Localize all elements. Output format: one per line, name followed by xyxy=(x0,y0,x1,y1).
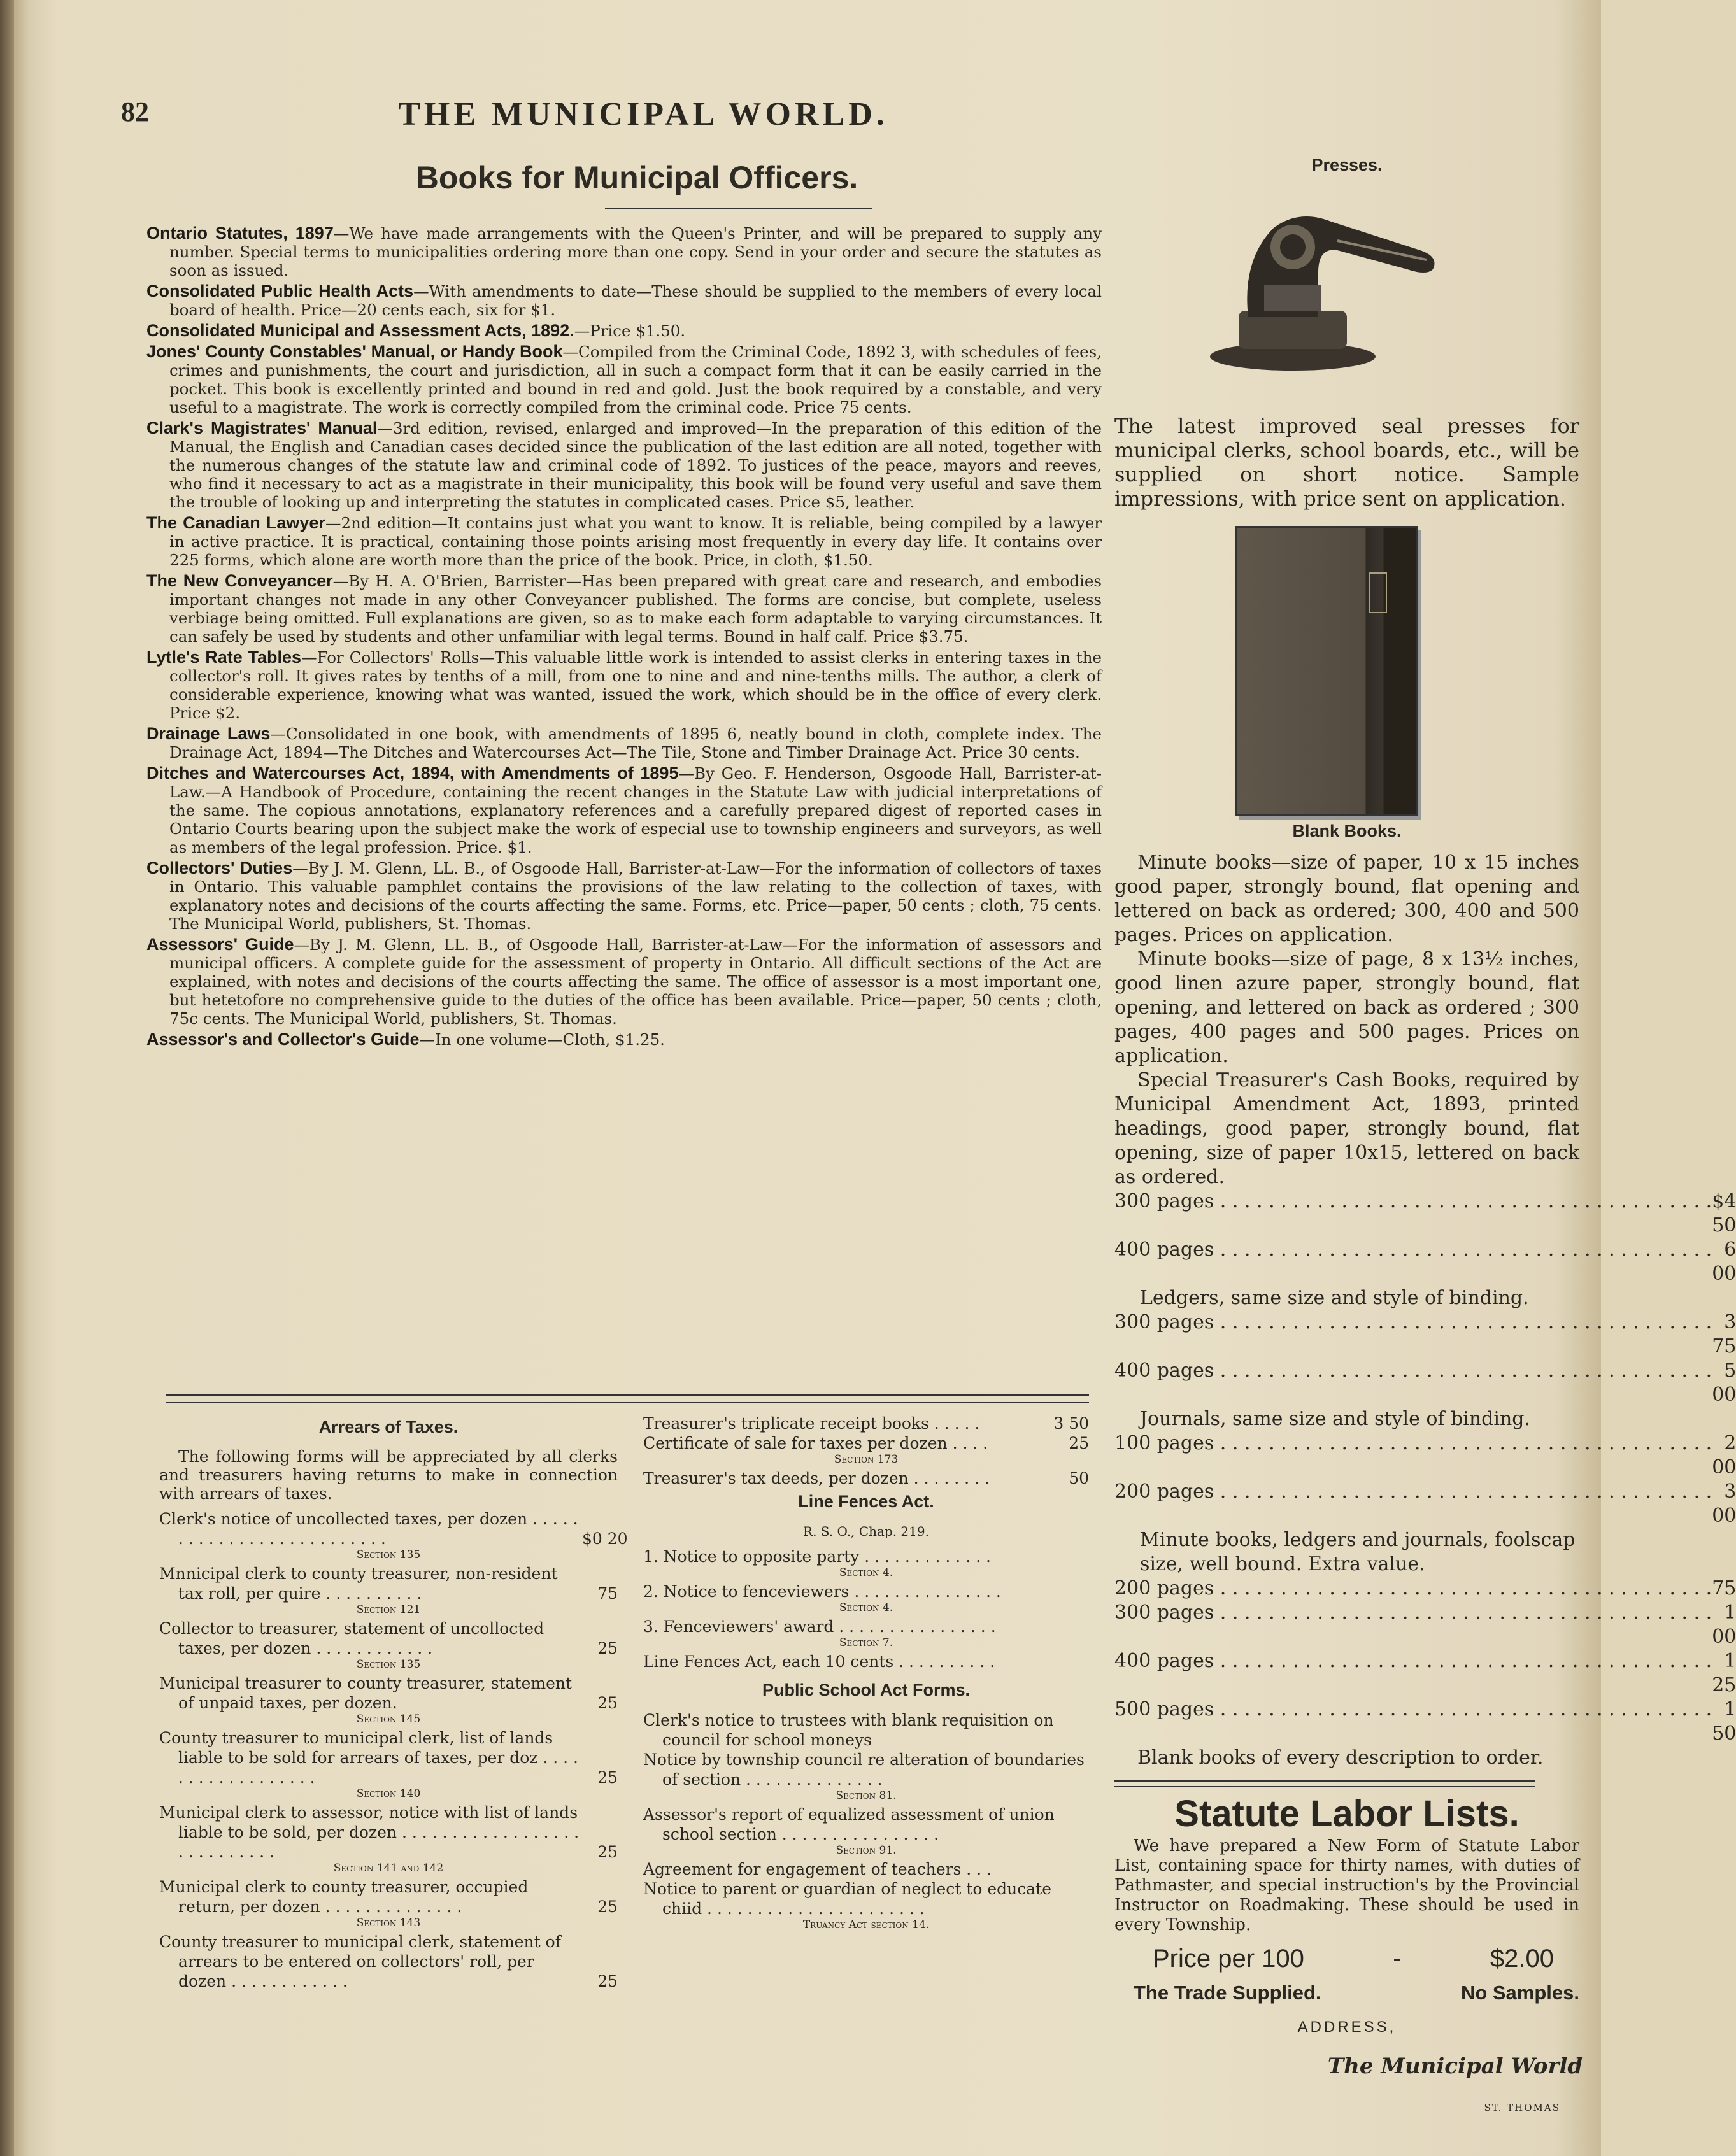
title-rule xyxy=(605,208,872,209)
entry-name: Clark's Magistrates' Manual xyxy=(146,418,378,437)
entry-name: Assessors' Guide xyxy=(146,935,294,954)
form-item xyxy=(643,1617,1089,1636)
entry-text: —With amendments to date—These should be supplied to the members of every local board of health. Price—20 cents each, six for $1. xyxy=(169,282,1102,319)
section-reference: Truancy Act section 14. xyxy=(802,1918,930,1931)
entry-name: Ontario Statutes, 1897 xyxy=(146,223,334,243)
no-samples: No Samples. xyxy=(1460,1982,1579,2004)
form-item-text: Municipal treasurer to county treasurer, statement of unpaid taxes, per dozen. xyxy=(159,1674,573,1712)
presses-title: Presses. xyxy=(1311,155,1383,174)
book-entry xyxy=(146,859,1102,933)
entry-name: Assessor's and Collector's Guide xyxy=(146,1030,420,1049)
book-spine-shadow xyxy=(0,0,14,2156)
form-item-price: 25 xyxy=(1069,1434,1089,1452)
price-list-label: 300 pages . . . xyxy=(1114,1189,1712,1238)
entry-name: Consolidated Municipal and Assessment Acts, 1892. xyxy=(146,321,574,340)
ledgers-list xyxy=(1114,1310,1736,1407)
entry-text: —Consolidated in one book, with amendments of 1895 6, neatly bound in cloth, complete index. The Drainage Act, 1894—The Ditches and Watercourses Act—The Tile, Stone and Timber Drainage Act. Price 30 cents. xyxy=(169,725,1102,762)
form-item-text: Assessor's report of equalized assessment of union school section . . . . . . . . . . . . . . . . xyxy=(643,1805,1055,1843)
right-column xyxy=(1114,153,1736,2120)
book-entry xyxy=(146,1030,1102,1049)
statute-price-line xyxy=(1114,1947,1579,1971)
price-label: Price per 100 xyxy=(1153,1945,1304,1973)
price-list-label: 300 pages . . . xyxy=(1114,1601,1712,1649)
blank-books-para3: Special Treasurer's Cash Books, required by Municipal Amendment Act, 1893, printed headings, good paper, strongly bound, flat opening, size of paper 10x15, lettered on back as ordered. xyxy=(1114,1069,1579,1188)
price-list-label: 200 pages . . . xyxy=(1114,1480,1712,1528)
blank-book-illustration xyxy=(1235,526,1418,816)
form-item xyxy=(159,1564,618,1603)
entry-text: —In one volume—Cloth, $1.25. xyxy=(419,1030,665,1049)
books-section xyxy=(146,159,1102,1051)
price-list-label: 300 pages . . . xyxy=(1114,1310,1712,1359)
form-item xyxy=(159,1509,628,1549)
price-list-row xyxy=(1114,1431,1736,1480)
form-item-text: Notice by township council re alteration of boundaries of section . . . . . . . . . . . . . . xyxy=(643,1750,1085,1789)
middle-column xyxy=(643,1414,1089,1934)
price-list-label: 400 pages . . . xyxy=(1114,1238,1712,1286)
line-fences-title: Line Fences Act. xyxy=(798,1492,934,1511)
form-item-price: 50 xyxy=(1069,1469,1089,1487)
section-reference: Section 91. xyxy=(836,1844,897,1857)
book-entry xyxy=(146,935,1102,1028)
public-school-title: Public School Act Forms. xyxy=(762,1680,971,1699)
logo-lettering: The Municipal World xyxy=(1327,2053,1583,2079)
form-item xyxy=(643,1859,1089,1879)
address-label: ADDRESS, xyxy=(1297,2018,1397,2036)
form-item-price: 25 xyxy=(597,1694,618,1712)
form-item-text: Collector to treasurer, statement of uncollocted taxes, per dozen . . . . . . . . . . . . xyxy=(159,1619,544,1657)
price-list-row xyxy=(1114,1359,1736,1407)
book-entry xyxy=(146,725,1102,762)
section-reference: Section 4. xyxy=(839,1601,893,1614)
price-list-value: 3 00 xyxy=(1712,1480,1736,1527)
entry-name: Lytle's Rate Tables xyxy=(146,648,302,667)
form-item-text: 2. Notice to fenceviewers . . . . . . . . . . . . . . . xyxy=(643,1582,1001,1601)
form-item-price: 25 xyxy=(597,1843,618,1861)
presses-text: The latest improved seal presses for municipal clerks, school boards, etc., will be supplied on short notice. Sample impressions, with price sent on application. xyxy=(1114,414,1579,511)
section-divider xyxy=(166,1394,1089,1403)
books-title: Books for Municipal Officers. xyxy=(415,160,858,195)
form-item-text: Treasurer's tax deeds, per dozen . . . . . . . . xyxy=(643,1469,990,1487)
entry-text: —By Geo. F. Henderson, Osgoode Hall, Barrister-at-Law.—A Handbook of Procedure, containing the recent changes in the Statute Law with judicial interpretations of the same. The copious annotations, explanatory references and a carefully prepared digest of reported cases in Ontario Courts bearing upon the subject make the work of especial use to township engineers and surveyors, as well as members of the legal profession. Price. $1. xyxy=(169,764,1102,856)
section-reference: Section 141 and 142 xyxy=(333,1862,444,1875)
price-list-value: 75 xyxy=(1712,1577,1736,1599)
price-list-value: 5 00 xyxy=(1712,1359,1736,1406)
blank-books-para2: Minute books—size of page, 8 x 13½ inches, good linen azure paper, strongly bound, flat opening, and lettered on back as ordered ; 300 pages, 400 pages and 500 pages. Prices on application. xyxy=(1114,948,1579,1067)
price-list-value: 1 50 xyxy=(1712,1698,1736,1745)
section-reference: Section 135 xyxy=(356,1658,421,1671)
price-list-row xyxy=(1114,1601,1736,1649)
form-item-price: 25 xyxy=(597,1639,618,1657)
logo-place: ST. THOMAS xyxy=(1484,2102,1560,2113)
price-list-row xyxy=(1114,1649,1736,1698)
section-reference: Section 121 xyxy=(356,1603,421,1616)
form-item-text: Notice to parent or guardian of neglect to educate chiid . . . . . . . . . . . . . . . . . . . . . . xyxy=(643,1880,1051,1918)
form-item-text: County treasurer to municipal clerk, statement of arrears to be entered on collectors' roll, per dozen . . . . . . . . . . . . xyxy=(159,1933,561,1990)
form-item-price: 75 xyxy=(597,1584,618,1603)
price-list-value: 1 25 xyxy=(1712,1650,1736,1696)
line-fences-subtitle: R. S. O., Chap. 219. xyxy=(803,1524,929,1539)
form-item xyxy=(643,1582,1089,1601)
arrears-items xyxy=(159,1509,628,1991)
entry-text: —By J. M. Glenn, LL. B., of Osgoode Hall, Barrister-at-Law—For the information of collectors of taxes in Ontario. This valuable pamphlet contains the provisions of the law relating to the collection of taxes, with explanatory notes and decisions of the courts affecting the same. Forms, etc. Price—paper, 50 cents ; cloth, 75 cents. The Municipal World, publishers, St. Thomas. xyxy=(169,859,1102,933)
price-list-row xyxy=(1114,1189,1736,1238)
entry-name: The New Conveyancer xyxy=(146,571,333,590)
form-item-text: Municipal clerk to assessor, notice with list of lands liable to be sold, per dozen . . . . . . . . . . . . . . . . . . . . . . . . . . . . xyxy=(159,1803,580,1861)
entry-name: Consolidated Public Health Acts xyxy=(146,281,414,301)
book-entry xyxy=(146,224,1102,280)
form-item xyxy=(643,1652,1089,1671)
form-item-text: Clerk's notice to trustees with blank requisition on council for school moneys xyxy=(643,1711,1054,1749)
form-item-price: 25 xyxy=(597,1768,618,1787)
price-list-row xyxy=(1114,1238,1736,1286)
trade-line xyxy=(1114,1981,1579,2005)
price-list-row xyxy=(1114,1577,1736,1601)
section-reference: Section 145 xyxy=(356,1713,421,1726)
entry-name: Ditches and Watercourses Act, 1894, with Amendments of 1895 xyxy=(146,763,679,783)
seal-press-illustration xyxy=(1204,190,1446,374)
form-item xyxy=(159,1728,618,1787)
treasurer-items xyxy=(643,1414,1089,1488)
entry-text: —Price $1.50. xyxy=(574,322,686,340)
book-entries xyxy=(146,224,1102,1049)
page-number: 82 xyxy=(121,96,149,127)
blank-books-para1: Minute books—size of paper, 10 x 15 inches good paper, strongly bound, flat opening and lettered on back as ordered; 300, 400 and 500 pages. Prices on application. xyxy=(1114,851,1579,946)
section-reference: Section 81. xyxy=(836,1789,897,1802)
price-dash: - xyxy=(1393,1945,1402,1973)
price-list-value: 1 00 xyxy=(1712,1601,1736,1648)
form-item-price: $0 20 xyxy=(582,1529,628,1548)
journals-list xyxy=(1114,1431,1736,1528)
form-item xyxy=(159,1932,618,1991)
section-reference: Section 143 xyxy=(356,1917,421,1929)
form-item-text: Treasurer's triplicate receipt books . . . . . xyxy=(643,1414,980,1433)
price-list-row xyxy=(1114,1310,1736,1359)
form-item xyxy=(643,1710,1089,1750)
price-list-value: 2 00 xyxy=(1712,1432,1736,1479)
entry-text: —By J. M. Glenn, LL. B., of Osgoode Hall, Barrister-at-Law—For the information of assessors and municipal officers. A complete guide for the assessment of property in Ontario. All difficult sections of the Act are explained, with notes and decisions of the courts affecting the same. The office of assessor is a most important one, but hetetofore no comprehensive guide to the duties of the office has been available. Price—paper, 50 cents ; cloth, 75c cents. The Municipal World, publishers, St. Thomas. xyxy=(169,935,1102,1028)
book-entry xyxy=(146,514,1102,569)
entry-name: Jones' County Constables' Manual, or Handy Book xyxy=(146,342,563,361)
price-list-value: 3 75 xyxy=(1712,1311,1736,1358)
price-list-value: $4 50 xyxy=(1712,1190,1736,1237)
arrears-section xyxy=(159,1414,628,1991)
masthead: THE MUNICIPAL WORLD. xyxy=(398,96,888,132)
entry-text: —We have made arrangements with the Queen's Printer, and will be prepared to supply any number. Special terms to municipalities ordering more than one copy. Send in your order and secure the statutes as soon as issued. xyxy=(169,224,1102,280)
statute-divider xyxy=(1114,1780,1535,1787)
foolscap-list xyxy=(1114,1577,1736,1746)
price-list-row xyxy=(1114,1480,1736,1528)
ledgers-note: Ledgers, same size and style of binding. xyxy=(1140,1287,1529,1309)
trade-supplied: The Trade Supplied. xyxy=(1134,1982,1321,2004)
price-list-label: 100 pages . . . xyxy=(1114,1431,1712,1480)
form-item xyxy=(159,1803,618,1862)
school-items xyxy=(643,1710,1089,1931)
price-list-label: 500 pages . . . xyxy=(1114,1698,1712,1746)
entry-name: The Canadian Lawyer xyxy=(146,513,325,532)
section-reference: Section 173 xyxy=(834,1453,899,1466)
form-item xyxy=(159,1877,618,1917)
form-item xyxy=(643,1468,1089,1488)
section-reference: Section 140 xyxy=(356,1787,421,1800)
form-item xyxy=(643,1414,1089,1433)
statute-text: We have prepared a New Form of Statute Labor List, containing space for thirty names, with duties of Pathmaster, and special instruction's by the Provincial Instructor on Roadmaking. These should be used in every Township. xyxy=(1114,1836,1579,1934)
statute-title: Statute Labor Lists. xyxy=(1174,1793,1519,1834)
form-item-price: 3 50 xyxy=(1053,1414,1089,1433)
section-reference: Section 7. xyxy=(839,1636,893,1649)
entry-text: —For Collectors' Rolls—This valuable little work is intended to assist clerks in entering taxes in the collector's roll. It gives rates by tenths of a mill, from one to nine and and nine-tenths mills. The author, a clerk of considerable experience, knowing what was wanted, issued the work, which should be in the office of every clerk. Price $2. xyxy=(169,648,1102,722)
book-entry xyxy=(146,322,1102,340)
form-item xyxy=(159,1619,618,1658)
page-header xyxy=(121,96,1165,140)
section-reference: Section 4. xyxy=(839,1566,893,1579)
book-entry xyxy=(146,419,1102,511)
price-list-label: 200 pages . . . xyxy=(1114,1577,1712,1601)
price-value: $2.00 xyxy=(1490,1945,1554,1973)
book-entry xyxy=(146,343,1102,416)
book-entry xyxy=(146,764,1102,856)
cash-books-list xyxy=(1114,1189,1736,1286)
form-item-text: 3. Fenceviewers' award . . . . . . . . . . . . . . . . xyxy=(643,1617,996,1636)
arrears-title: Arrears of Taxes. xyxy=(318,1417,459,1436)
book-entry xyxy=(146,572,1102,646)
form-item xyxy=(643,1879,1089,1918)
journals-note: Journals, same size and style of binding. xyxy=(1140,1408,1531,1430)
form-item xyxy=(643,1433,1089,1453)
form-item xyxy=(643,1805,1089,1844)
form-item-text: 1. Notice to opposite party . . . . . . . . . . . . . xyxy=(643,1547,991,1566)
price-list-row xyxy=(1114,1698,1736,1746)
section-reference: Section 135 xyxy=(356,1549,421,1561)
municipal-world-logo xyxy=(1327,2045,1583,2089)
entry-name: Drainage Laws xyxy=(146,724,271,743)
form-item-price: 25 xyxy=(597,1972,618,1990)
form-item-text: County treasurer to municipal clerk, list of lands liable to be sold for arrears of taxes, per doz . . . . . . . . . . . . . . . . . . xyxy=(159,1729,579,1787)
form-item-price: 25 xyxy=(597,1897,618,1916)
form-item-text: Municipal clerk to county treasurer, occupied return, per dozen . . . . . . . . . . . . . . xyxy=(159,1878,529,1916)
book-entry xyxy=(146,282,1102,319)
form-item xyxy=(643,1547,1089,1566)
entry-text: —3rd edition, revised, enlarged and improved—In the preparation of this edition of the Manual, the English and Canadian cases decided since the publication of the last edition are all noted, together with the numerous changes of the statute law and criminal code of 1892. To justices of the peace, mayors and reeves, who find it necessary to act as a magistrate in their municipality, this book will be found very useful and save them the trouble of looking up and interpreting the statutes in complicated cases. Price $5, leather. xyxy=(169,419,1102,511)
arrears-intro: The following forms will be appreciated by all clerks and treasurers having returns to make in connection with arrears of taxes. xyxy=(159,1447,618,1503)
form-item-text: Mnnicipal clerk to county treasurer, non-resident tax roll, per quire . . . . . . . . . . xyxy=(159,1564,558,1603)
entry-text: —By H. A. O'Brien, Barrister—Has been prepared with great care and research, and embodies important changes not made in any other Conveyancer published. The forms are concise, but complete, useless verbiage being omitted. Full explanations are given, so as to make each form adaptable to varying circumstances. It can safely be used by students and other unfamiliar with legal terms. Bound in half calf. Price $3.75. xyxy=(169,572,1102,646)
book-spine-label xyxy=(1369,572,1387,613)
foolscap-note: Minute books, ledgers and journals, foolscap size, well bound. Extra value. xyxy=(1140,1529,1576,1575)
form-item xyxy=(159,1673,618,1713)
blank-books-closing: Blank books of every description to order. xyxy=(1137,1747,1544,1769)
price-list-label: 400 pages . . . xyxy=(1114,1649,1712,1698)
form-item-text: Certificate of sale for taxes per dozen . . . . xyxy=(643,1434,988,1452)
entry-name: Collectors' Duties xyxy=(146,858,293,877)
form-item-text: Line Fences Act, each 10 cents . . . . . . . . . . xyxy=(643,1652,995,1671)
entry-text: —Compiled from the Criminal Code, 1892 3, with schedules of fees, crimes and punishments, the court and jurisdiction, all in such a compact form that it can be easily carried in the pocket. This book is excellently printed and bound in red and gold. Just the book required by a constable, and very useful to a magistrate. The work is correctly compiled from the criminal code. Price 75 cents. xyxy=(169,343,1102,416)
entry-text: —2nd edition—It contains just what you want to know. It is reliable, being compiled by a lawyer in active practice. It is practical, containing those points arising most frequently in every day life. It contains over 225 forms, which alone are worth more than the price of the book. Price, in cloth, $1.50. xyxy=(169,514,1102,569)
fence-items xyxy=(643,1547,1089,1671)
price-list-label: 400 pages . . . xyxy=(1114,1359,1712,1407)
form-item-text: Clerk's notice of uncollected taxes, per dozen . . . . . . . . . . . . . . . . . . . . . . . . . . xyxy=(159,1510,578,1548)
blank-books-title: Blank Books. xyxy=(1292,821,1402,840)
form-item xyxy=(643,1750,1089,1789)
form-item-text: Agreement for engagement of teachers . . . xyxy=(643,1860,992,1878)
price-list-value: 6 00 xyxy=(1712,1238,1736,1285)
book-entry xyxy=(146,648,1102,722)
